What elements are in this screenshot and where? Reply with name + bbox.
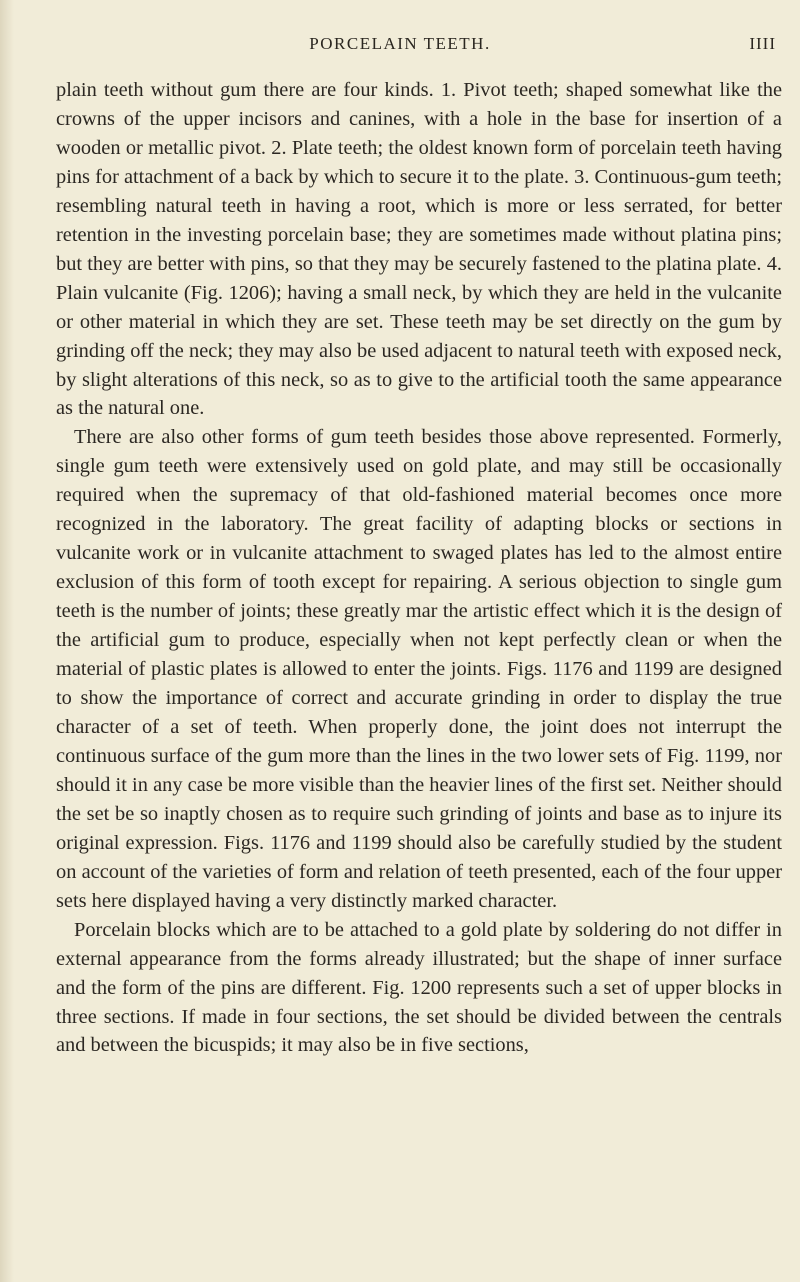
body-text	[56, 76, 782, 1060]
running-header	[0, 34, 800, 64]
paragraph-gum-teeth: There are also other forms of gum teeth besides those above represented. Formerly, single gum teeth were extensively used on gold plate, and may still be occasionally required when the supremacy of that old-fashioned material becomes once more recognized in the laboratory. The great facility of adapting blocks or sections in vulcanite work or in vulcanite attachment to swaged plates has led to the almost entire exclusion of this form of tooth except for repairing. A serious objection to single gum teeth is the number of joints; these greatly mar the artistic effect which it is the design of the artificial gum to produce, especially when not kept perfectly clean or when the material of plastic plates is allowed to enter the joints. Figs. 1176 and 1199 are designed to show the importance of correct and accurate grinding in order to display the true character of a set of teeth. When properly done, the joint does not interrupt the continuous surface of the gum more than the lines in the two lower sets of Fig. 1199, nor should it in any case be more visible than the heavier lines of the first set. Neither should the set be so inaptly chosen as to require such grinding of joints and base as to injure its original expression. Figs. 1176 and 1199 should also be carefully studied by the student on account of the varieties of form and relation of teeth presented, each of the four upper sets here displayed having a very distinctly marked character.	[56, 426, 782, 912]
page-number: IIII	[749, 34, 776, 53]
paragraph-porcelain-blocks: Porcelain blocks which are to be attached to a gold plate by soldering do not differ in external appearance from the forms already illustrated; but the shape of inner surface and the form of the pins are different. Fig. 1200 represents such a set of upper blocks in three sections. If made in four sections, the set should be divided between the centrals and between the bicuspids; it may also be in five sections,	[56, 918, 782, 1057]
running-title: PORCELAIN TEETH.	[309, 34, 491, 53]
page-gutter-shadow	[0, 0, 14, 1282]
paragraph-plain-teeth-kinds: plain teeth without gum there are four kinds. 1. Pivot teeth; shaped somewhat like the crowns of the upper incisors and canines, with a hole in the base for insertion of a wooden or metallic pivot. 2. Plate teeth; the oldest known form of porcelain teeth having pins for attachment of a back by which to secure it to the plate. 3. Continuous-gum teeth; resembling natural teeth in having a root, which is more or less serrated, for better retention in the investing porcelain base; they are sometimes made without platina pins; but they are better with pins, so that they may be securely fastened to the platina plate. 4. Plain vulcanite (Fig. 1206); having a small neck, by which they are held in the vulcanite or other material in which they are set. These teeth may be set directly on the gum by grinding off the neck; they may also be used adjacent to natural teeth with exposed neck, by slight alterations of this neck, so as to give to the artificial tooth the same appearance as the natural one.	[56, 79, 782, 420]
